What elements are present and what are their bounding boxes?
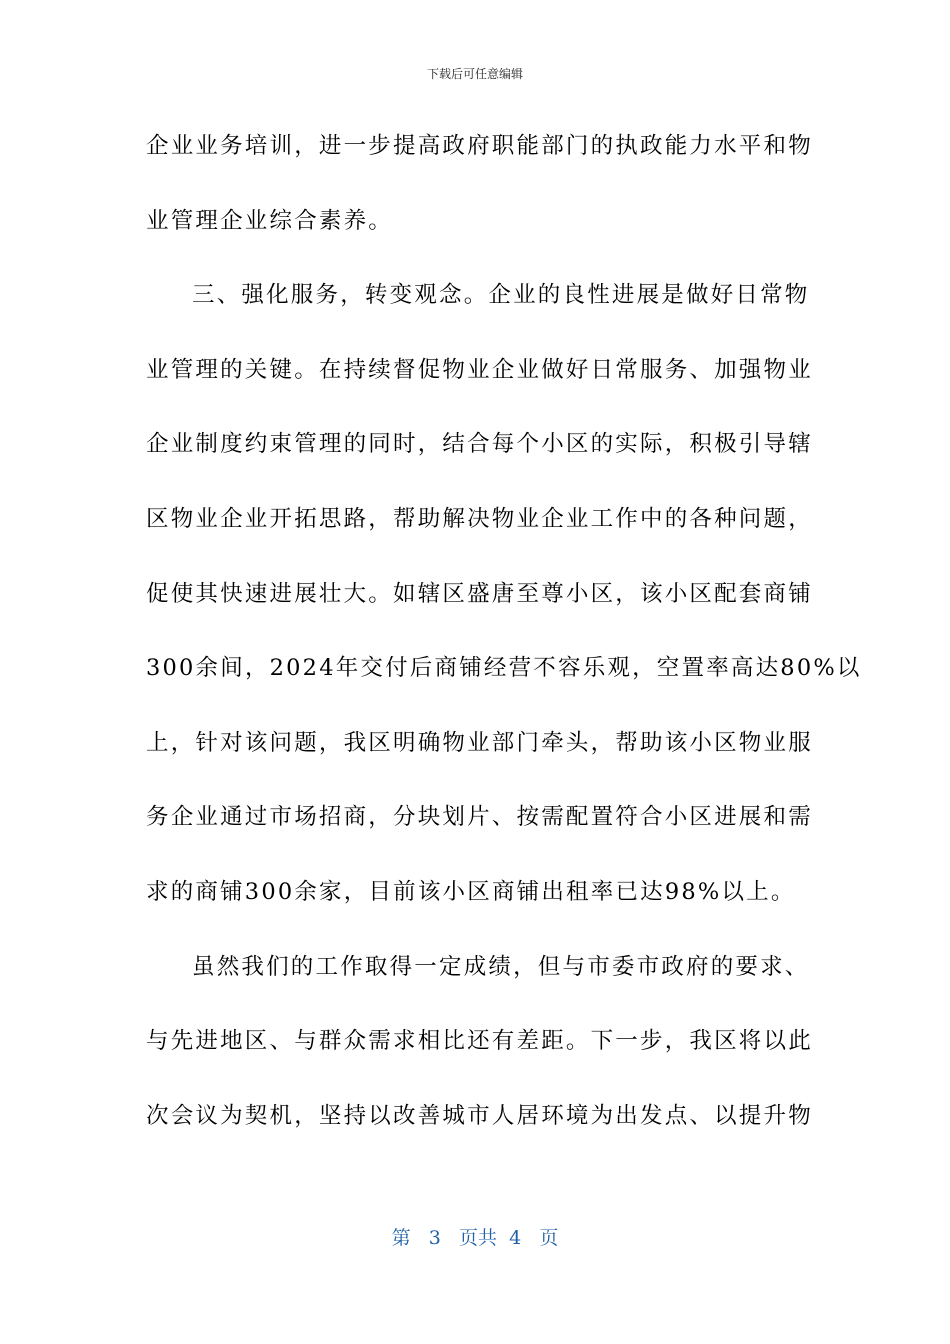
body-text [146, 126, 862, 1170]
paragraph-start-line: 三、强化服务，转变观念。企业的良性进展是做好日常物 [192, 282, 810, 309]
page-header-note: 下载后可任意编辑 [426, 67, 523, 81]
current-page-number: 3 [428, 1227, 441, 1249]
body-line: 企业制度约束管理的同时，结合每个小区的实际，积极引导辖 [146, 431, 813, 458]
total-pages-number: 4 [509, 1227, 522, 1249]
body-line: 促使其快速进展壮大。如辖区盛唐至尊小区，该小区配套商铺 [146, 580, 813, 607]
body-line: 业管理企业综合素养。 [146, 207, 394, 234]
body-line: 求的商铺300余家，目前该小区商铺出租率已达98%以上。 [146, 878, 796, 905]
body-line: 企业业务培训，进一步提高政府职能部门的执政能力水平和物 [146, 133, 813, 159]
body-line: 次会议为契机，坚持以改善城市人居环境为出发点、以提升物 [146, 1102, 813, 1129]
body-line: 业管理的关键。在持续督促物业企业做好日常服务、加强物业 [146, 356, 813, 383]
body-line: 区物业企业开拓思路，帮助解决物业企业工作中的各种问题， [146, 505, 813, 532]
page-middle: 页共 [459, 1227, 498, 1249]
body-line: 与先进地区、与群众需求相比还有差距。下一步，我区将以此 [146, 1028, 813, 1055]
body-line: 务企业通过市场招商，分块划片、按需配置符合小区进展和需 [146, 804, 813, 831]
page-prefix: 第 [391, 1227, 411, 1249]
page-suffix: 页 [539, 1227, 559, 1249]
body-line: 300余间，2024年交付后商铺经营不容乐观，空置率高达80%以 [146, 655, 862, 682]
page-number-footer [0, 1224, 950, 1252]
paragraph-start-line: 虽然我们的工作取得一定成绩，但与市委市政府的要求、 [192, 953, 810, 980]
body-line: 上，针对该问题，我区明确物业部门牵头，帮助该小区物业服 [146, 729, 813, 756]
